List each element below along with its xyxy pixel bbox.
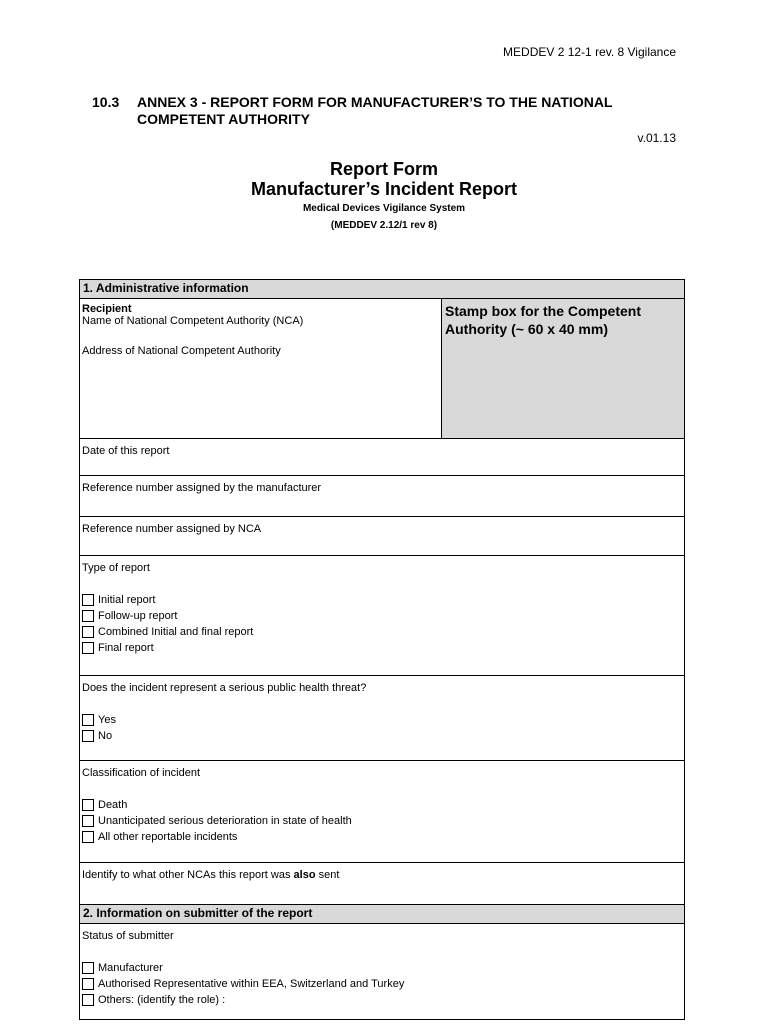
submitter-status-label: Status of submitter	[82, 930, 174, 942]
recipient-label: Recipient	[82, 303, 132, 315]
recipient-field[interactable]	[80, 299, 442, 438]
health-threat-option[interactable]: No	[82, 728, 682, 744]
classification-option[interactable]: Unanticipated serious deterioration in state of health	[82, 813, 682, 829]
form-title: Report Form	[330, 159, 438, 179]
report-type-option[interactable]: Initial report	[82, 592, 682, 608]
checkbox[interactable]	[82, 994, 94, 1006]
meddev-reference: (MEDDEV 2.12/1 rev 8)	[330, 220, 438, 231]
health-threat-row	[80, 676, 684, 761]
nca-ref-field[interactable]	[80, 517, 684, 556]
date-field[interactable]	[80, 439, 684, 476]
checkbox[interactable]	[82, 799, 94, 811]
annex-number: 10.3	[92, 94, 120, 110]
nca-address-label: Address of National Competent Authority	[82, 345, 281, 357]
section1-heading: 1. Administrative information	[80, 280, 684, 299]
checkbox[interactable]	[82, 962, 94, 974]
document-reference: MEDDEV 2 12-1 rev. 8 Vigilance	[503, 45, 676, 59]
classification-option[interactable]: All other reportable incidents	[82, 829, 682, 845]
annex-title-line2: COMPETENT AUTHORITY	[137, 111, 310, 127]
health-threat-option[interactable]: Yes	[82, 712, 682, 728]
checkbox[interactable]	[82, 594, 94, 606]
submitter-option[interactable]: Manufacturer	[82, 960, 682, 976]
report-type-label: Type of report	[82, 562, 150, 574]
report-form	[79, 279, 685, 1020]
form-title-block	[0, 159, 768, 231]
section2-heading: 2. Information on submitter of the report	[80, 904, 684, 924]
other-ncas-field[interactable]	[80, 863, 684, 904]
checkbox[interactable]	[82, 610, 94, 622]
annex-title-line1: ANNEX 3 - REPORT FORM FOR MANUFACTURER’S TO THE NATIONAL	[137, 94, 613, 110]
system-name: Medical Devices Vigilance System	[302, 203, 466, 214]
version-label: v.01.13	[637, 131, 676, 145]
manufacturer-ref-label: Reference number assigned by the manufacturer	[82, 482, 322, 494]
manufacturer-ref-field[interactable]	[80, 476, 684, 517]
health-threat-label: Does the incident represent a serious public health threat?	[82, 682, 367, 694]
checkbox[interactable]	[82, 642, 94, 654]
annex-heading	[92, 94, 612, 128]
recipient-row	[80, 299, 684, 439]
report-type-row	[80, 556, 684, 676]
report-type-option[interactable]: Combined Initial and final report	[82, 624, 682, 640]
report-type-option[interactable]: Follow-up report	[82, 608, 682, 624]
report-type-option[interactable]: Final report	[82, 640, 682, 656]
form-subtitle: Manufacturer’s Incident Report	[250, 179, 518, 199]
nca-name-label: Name of National Competent Authority (NCA)	[82, 315, 304, 327]
classification-label: Classification of incident	[82, 767, 201, 779]
checkbox[interactable]	[82, 815, 94, 827]
nca-ref-label: Reference number assigned by NCA	[82, 523, 262, 535]
submitter-option[interactable]: Others: (identify the role) :	[82, 992, 682, 1008]
checkbox[interactable]	[82, 978, 94, 990]
classification-row	[80, 761, 684, 863]
submitter-option[interactable]: Authorised Representative within EEA, Switzerland and Turkey	[82, 976, 682, 992]
stamp-box: Stamp box for the Competent Authority (~ 60 x 40 mm)	[442, 299, 684, 438]
other-ncas-label: Identify to what other NCAs this report was also sent	[82, 869, 340, 881]
checkbox[interactable]	[82, 730, 94, 742]
submitter-status-row	[80, 924, 684, 1019]
checkbox[interactable]	[82, 626, 94, 638]
classification-option[interactable]: Death	[82, 797, 682, 813]
checkbox[interactable]	[82, 714, 94, 726]
checkbox[interactable]	[82, 831, 94, 843]
date-label: Date of this report	[82, 445, 170, 457]
